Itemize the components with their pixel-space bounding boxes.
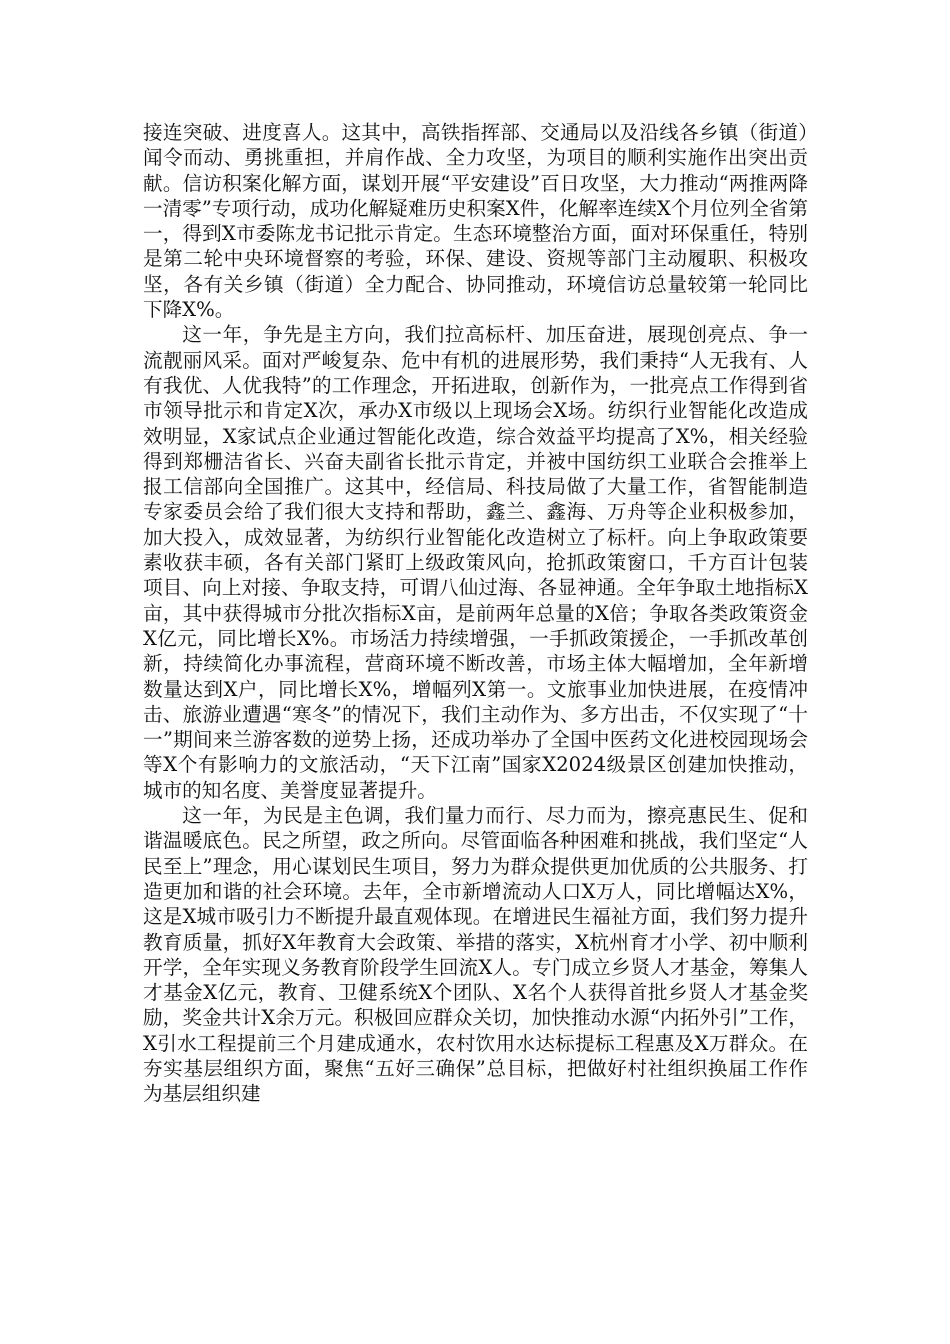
paragraph-3: 这一年，为民是主色调，我们量力而行、尽力而为，擦亮惠民生、促和谐温暖底色。民之所望，政之所向。尽管面临各种困难和挑战，我们坚定“人民至上”理念，用心谋划民生项目，努力为群众提供更加优质的公共服务、打造更加和谐的社会环境。去年，全市新增流动人口X万人，同比增幅达X%，这是X城市吸引力不断提升最直观体现。在增进民生福祉方面，我们努力提升教育质量，抓好X年教育大会政策、举措的落实，X杭州育才小学、初中顺利开学，全年实现义务教育阶段学生回流X人。专门成立乡贤人才基金，筹集人才基金X亿元，教育、卫健系统X个团队、X名个人获得首批乡贤人才基金奖励，奖金共计X余万元。积极回应群众关切，加快推动水源“内拓外引”工作，X引水工程提前三个月建成通水，农村饮用水达标提标工程惠及X万群众。在夯实基层组织方面，聚焦“五好三确保”总目标，把做好村社组织换届工作作为基层组织建 [143,804,808,1106]
paragraph-2: 这一年，争先是主方向，我们拉高标杆、加压奋进，展现创亮点、争一流靓丽风采。面对严峻复杂、危中有机的进展形势，我们秉持“人无我有、人有我优、人优我特”的工作理念，开拓进取，创新作为，一批亮点工作得到省市领导批示和肯定X次，承办X市级以上现场会X场。纺织行业智能化改造成效明显，X家试点企业通过智能化改造，综合效益平均提高了X%，相关经验得到郑栅洁省长、兴奋夫副省长批示肯定，并被中国纺织工业联合会推举上报工信部向全国推广。这其中，经信局、科技局做了大量工作，省智能制造专家委员会给了我们很大支持和帮助，鑫兰、鑫海、万舟等企业积极参加，加大投入，成效显著，为纺织行业智能化改造树立了标杆。向上争取政策要素收获丰硕，各有关部门紧盯上级政策风向，抢抓政策窗口，千方百计包装项目、向上对接、争取支持，可谓八仙过海、各显神通。全年争取土地指标X亩，其中获得城市分批次指标X亩，是前两年总量的X倍；争取各类政策资金X亿元，同比增长X%。市场活力持续增强，一手抓政策援企，一手抓改革创新，持续简化办事流程，营商环境不断改善，市场主体大幅增加，全年新增数量达到X户，同比增长X%，增幅列X第一。文旅事业加快进展，在疫情冲击、旅游业遭遇“寒冬”的情况下，我们主动作为、多方出击，不仅实现了“十一”期间来兰游客数的逆势上扬，还成功举办了全国中医药文化进校园现场会等X个有影响力的文旅活动，“天下江南”国家X2024级景区创建加快推动，城市的知名度、美誉度显著提升。 [143,323,808,802]
document-body [143,120,808,1107]
paragraph-1: 接连突破、进度喜人。这其中，高铁指挥部、交通局以及沿线各乡镇（街道）闻令而动、勇挑重担，并肩作战、全力攻坚，为项目的顺利实施作出突出贡献。信访积案化解方面，谋划开展“平安建设”百日攻坚，大力推动“两推两降一清零”专项行动，成功化解疑难历史积案X件，化解率连续X个月位列全省第一，得到X市委陈龙书记批示肯定。生态环境整治方面，面对环保重任，特别是第二轮中央环境督察的考验，环保、建设、资规等部门主动履职、积极攻坚，各有关乡镇（街道）全力配合、协同推动，环境信访总量较第一轮同比下降X%。 [143,121,808,322]
